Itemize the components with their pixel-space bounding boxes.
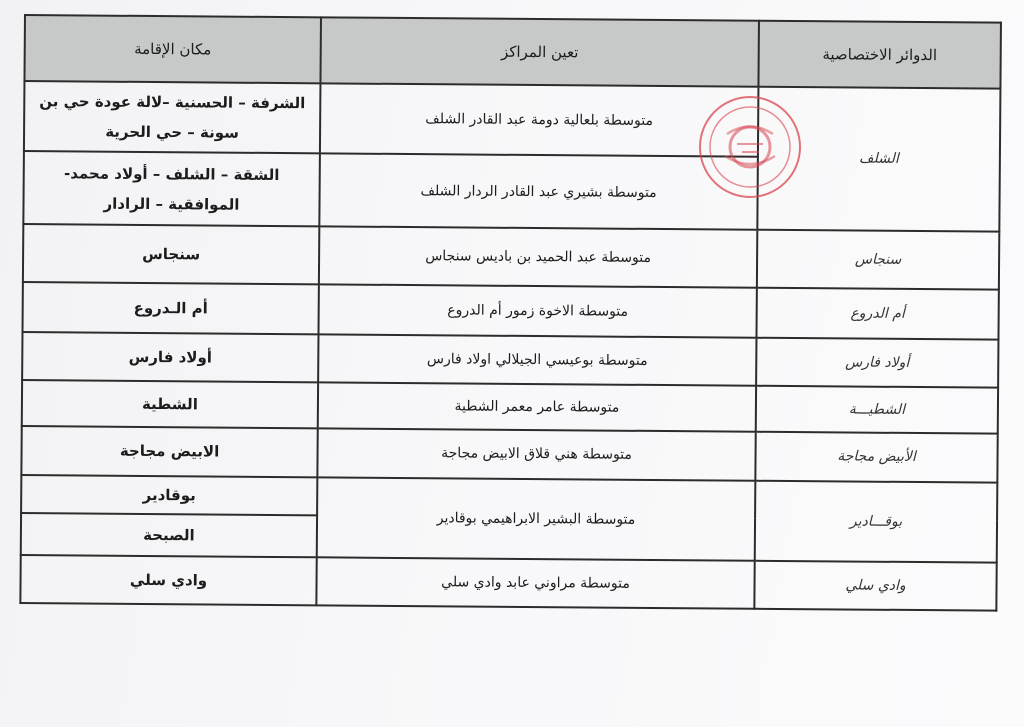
residence-cell: سنجاس <box>23 224 319 285</box>
residence-cell: الصبحة <box>21 513 317 557</box>
table-row <box>21 426 997 482</box>
header-residence: مكان الإقامة <box>24 15 321 84</box>
table-row <box>23 224 999 290</box>
district-cell: الأبيض مجاجة <box>755 432 997 482</box>
table-row <box>20 555 996 611</box>
center-cell: متوسطة مراوني عابد وادي سلي <box>316 557 754 609</box>
residence-cell: أولاد فارس <box>22 332 318 382</box>
district-cell: بوقـــادير <box>755 480 998 562</box>
center-cell: متوسطة عامر معمر الشطية <box>318 383 756 433</box>
table-row <box>23 282 999 340</box>
residence-cell: الشقة – الشلف – أولاد محمد- الموافقية – الرادار <box>23 151 320 226</box>
center-cell: متوسطة بوعيسي الجيلالي اولاد فارس <box>318 334 756 386</box>
district-cell: أولاد فارس <box>756 338 998 388</box>
center-cell: متوسطة الاخوة زمور أم الدروع <box>318 284 756 338</box>
residence-cell: الشطية <box>22 380 318 428</box>
district-cell: وادي سلي <box>754 561 996 611</box>
district-cell: سنجاس <box>757 229 999 289</box>
header-districts: الدوائر الاختصاصية <box>758 21 1001 89</box>
center-cell: متوسطة بشيري عبد القادر الردار الشلف <box>319 154 758 230</box>
table-row <box>22 332 998 388</box>
residence-cell: الابيض مجاجة <box>21 426 317 476</box>
residence-cell: الشرفة – الحسنية –لالة عودة حي بن سونة – حي الحرية <box>24 81 321 154</box>
district-cell: الشلف <box>757 87 1000 231</box>
table-row <box>24 81 1001 159</box>
center-cell: متوسطة بلعالية دومة عبد القادر الشلف <box>320 84 759 158</box>
residence-cell: بوقادير <box>21 474 317 514</box>
centers-table <box>19 14 1002 612</box>
header-centers: تعين المراكز <box>320 17 759 87</box>
district-cell: أم الدروع <box>756 288 998 340</box>
header-row <box>24 15 1000 89</box>
center-cell: متوسطة هني قلاق الابيض مجاجة <box>317 429 755 481</box>
center-cell: متوسطة البشير الابراهيمي بوقادير <box>317 477 756 561</box>
residence-cell: وادي سلي <box>20 555 316 606</box>
residence-cell: أم الـدروع <box>23 282 319 334</box>
center-cell: متوسطة عبد الحميد بن باديس سنجاس <box>319 226 757 288</box>
table-row <box>22 380 998 434</box>
district-cell: الشطيـــة <box>756 386 998 434</box>
